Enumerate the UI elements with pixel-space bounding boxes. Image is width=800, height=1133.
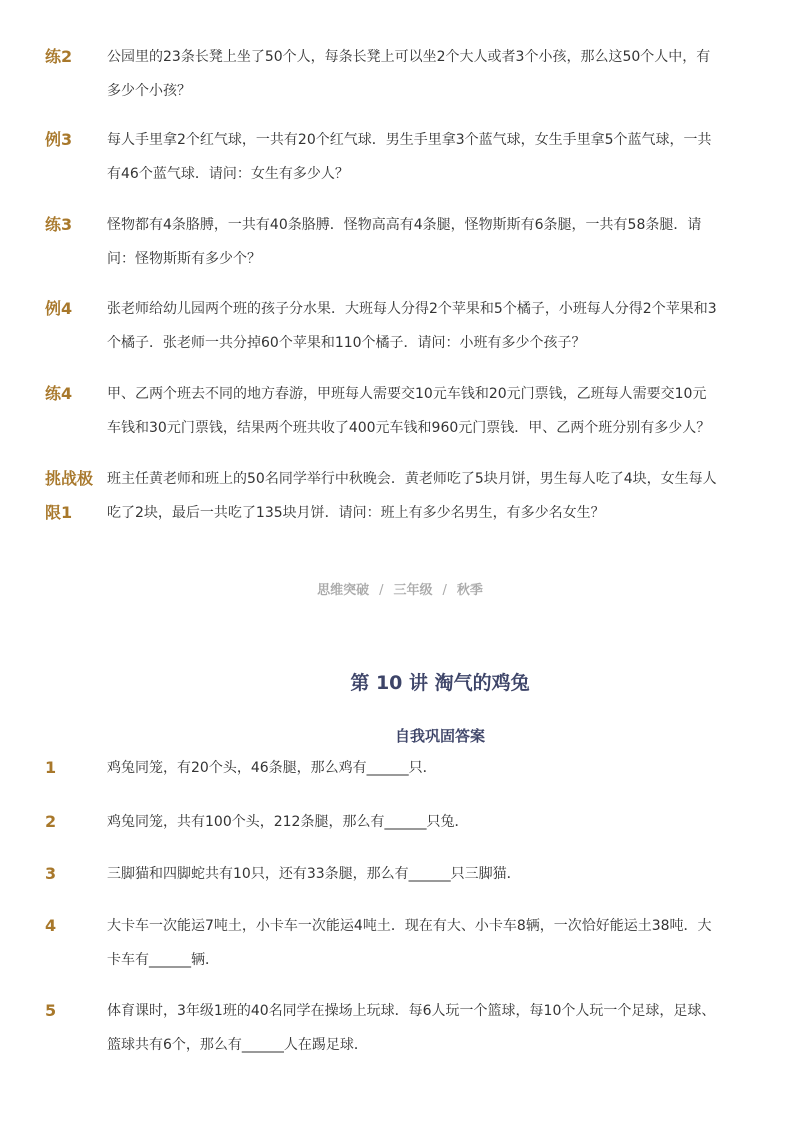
question-number: 2 — [45, 812, 57, 831]
lecture-title: 第 10 讲 淘气的鸡兔 — [350, 672, 530, 694]
problem-label: 例3 — [45, 130, 73, 149]
question-number: 5 — [45, 1001, 57, 1020]
question-number: 3 — [45, 864, 57, 883]
question-text: 三脚猫和四脚蛇共有10只，还有33条腿，那么有______只三脚猫． — [107, 866, 521, 882]
footer-season: 秋季 — [456, 583, 483, 598]
question-text: 鸡兔同笼，有20个头，46条腿，那么鸡有______只． — [107, 760, 437, 776]
footer-separator: / — [379, 583, 384, 598]
section-title: 自我巩固答案 — [394, 727, 485, 745]
footer-grade: 三年级 — [393, 583, 433, 598]
problem-label: 练3 — [45, 215, 73, 234]
question-number: 4 — [45, 916, 57, 935]
question-text: 体育课时，3年级1班的40名同学在操场上玩球．每6人玩一个篮球，每10个人玩一个足球，足球、篮球共有6个，那么有______人在踢足球． — [107, 1003, 716, 1053]
problem-text: 张老师给幼儿园两个班的孩子分水果．大班每人分得2个苹果和5个橘子，小班每人分得2个苹果和3个橘子．张老师一共分掉60个苹果和110个橘子．请问：小班有多少个孩子？ — [107, 301, 717, 351]
problem-text: 公园里的23条长凳上坐了50个人，每条长凳上可以坐2个大人或者3个小孩，那么这50个人中，有多少个小孩？ — [107, 49, 711, 99]
problem-text: 甲、乙两个班去不同的地方春游，甲班每人需要交10元车钱和20元门票钱，乙班每人需要交10元车钱和30元门票钱，结果两个班共收了400元车钱和960元门票钱．甲、乙两个班分别有多少人？ — [107, 386, 711, 436]
question-text: 大卡车一次能运7吨土，小卡车一次能运4吨土．现在有大、小卡车8辆，一次恰好能运土38吨．大卡车有______辆． — [107, 918, 712, 968]
page-footer — [0, 579, 800, 598]
problem-text: 班主任黄老师和班上的50名同学举行中秋晚会．黄老师吃了5块月饼，男生每人吃了4块，女生每人吃了2块，最后一共吃了135块月饼．请问：班上有多少名男生，有多少名女生？ — [107, 471, 717, 521]
question-number: 1 — [45, 758, 57, 777]
problem-label: 练4 — [45, 384, 73, 403]
problem-text: 每人手里拿2个红气球，一共有20个红气球．男生手里拿3个蓝气球，女生手里拿5个蓝气球，一共有46个蓝气球．请问：女生有多少人？ — [107, 132, 712, 182]
problem-label: 练2 — [45, 47, 73, 66]
problem-text: 怪物都有4条胳膊，一共有40条胳膊．怪物高高有4条腿，怪物斯斯有6条腿，一共有58条腿．请问：怪物斯斯有多少个？ — [107, 217, 702, 267]
problem-label: 例4 — [45, 299, 73, 318]
footer-course: 思维突破 — [317, 583, 370, 598]
problem-label: 挑战极限1 — [45, 469, 94, 522]
question-text: 鸡兔同笼，共有100个头，212条腿，那么有______只兔． — [107, 814, 469, 830]
footer-separator: / — [442, 583, 447, 598]
